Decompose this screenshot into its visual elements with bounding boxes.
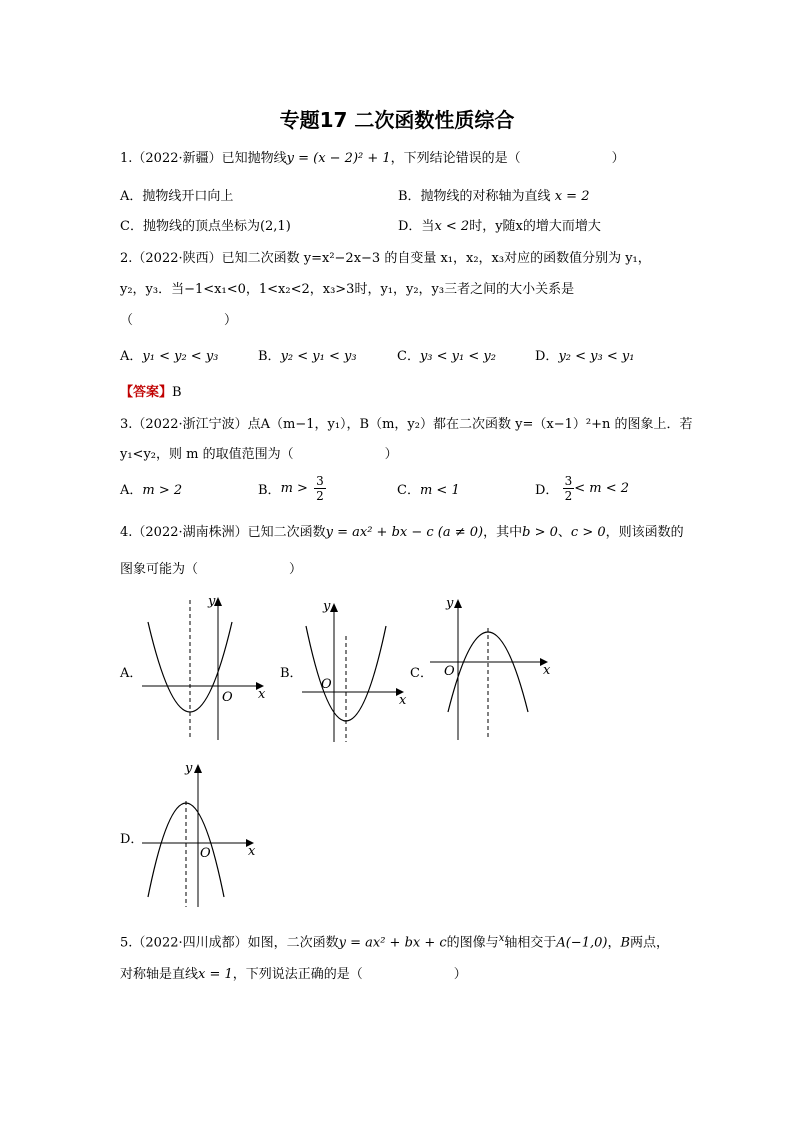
q2-option-a-math: y₁ < y₂ < y₃ bbox=[142, 349, 219, 364]
answer-value: B bbox=[172, 385, 182, 400]
y-axis-arrow-icon bbox=[194, 764, 202, 773]
q3-option-b-denominator: 2 bbox=[316, 489, 324, 503]
q3-option-d-numerator: 3 bbox=[564, 474, 573, 488]
q5-point-a: A(−1,0) bbox=[556, 935, 608, 951]
q3-option-d-label: D． bbox=[535, 483, 559, 498]
q2-stem-line2: y₂，y₃．当−1<x₁<0，1<x₂<2，x₃>3时，y₁，y₂，y₃三者之间的大小关系是 bbox=[120, 282, 575, 297]
q2-option-b-label: B． bbox=[258, 349, 281, 364]
origin-label: O bbox=[222, 690, 233, 705]
q5-stem-suffix: 两点， bbox=[630, 935, 670, 951]
q3-option-d-denominator: 2 bbox=[564, 489, 573, 503]
q1-formula: y = (x − 2)² + 1 bbox=[286, 151, 391, 166]
q1-option-c-text: C．抛物线的顶点坐标为 bbox=[120, 219, 260, 234]
q5-line2-prefix: 对称轴是直线 bbox=[120, 967, 199, 982]
y-axis-arrow-icon bbox=[330, 603, 338, 612]
q3-option-a[interactable] bbox=[120, 482, 182, 500]
q4-stem-suffix: ，则该函数的 bbox=[605, 525, 684, 540]
q1-option-a[interactable]: A．抛物线开口向上 bbox=[120, 189, 234, 204]
q4-graph-b[interactable] bbox=[298, 596, 413, 744]
q4-graph-b-label[interactable]: B． bbox=[280, 666, 303, 681]
q5-axis: x bbox=[498, 933, 505, 944]
q2-option-a[interactable] bbox=[120, 348, 218, 366]
q2-stem-line1: 2.（2022·陕西）已知二次函数 y=x²−2x−3 的自变量 x₁，x₂，x₃对应的函数值分别为 y₁， bbox=[120, 251, 651, 266]
q5-stem-prefix: 5.（2022·四川成都）如图，二次函数 bbox=[120, 935, 339, 951]
q4-stem-mid: ，其中 bbox=[483, 525, 523, 540]
q3-option-a-math: m > 2 bbox=[142, 483, 183, 498]
q1-option-c[interactable] bbox=[120, 218, 291, 236]
q4-graph-c-label[interactable]: C． bbox=[410, 666, 433, 681]
q5-line2-suffix: ，下列说法正确的是（ ） bbox=[232, 967, 467, 982]
origin-label: O bbox=[321, 677, 332, 692]
y-axis-label: y bbox=[208, 594, 216, 609]
q5-stem-mid: 的图像与 bbox=[446, 935, 499, 951]
x-axis-label: x bbox=[258, 687, 266, 702]
q5-point-b: B bbox=[620, 935, 631, 951]
answer-tag: 【答案】 bbox=[120, 385, 173, 400]
q4-stem-prefix: 4.（2022·湖南株洲）已知二次函数 bbox=[120, 525, 326, 540]
q3-option-c-label: C． bbox=[397, 483, 420, 498]
q5-stem-mid2: 轴相交于 bbox=[504, 935, 557, 951]
q4-graph-d[interactable] bbox=[138, 757, 263, 909]
q5-stem-line2 bbox=[120, 966, 467, 984]
q1-stem-suffix: ，下列结论错误的是（ ） bbox=[390, 151, 625, 166]
q3-option-b-numerator: 3 bbox=[316, 474, 324, 488]
x-axis-label: x bbox=[543, 663, 551, 678]
q4-stem-sep: 、 bbox=[557, 525, 571, 540]
q2-option-b-math: y₂ < y₁ < y₃ bbox=[280, 349, 357, 364]
q3-option-b-math: m > bbox=[280, 481, 308, 496]
q4-graph-a-label[interactable]: A． bbox=[120, 666, 143, 681]
q1-option-d-math: x < 2 bbox=[434, 219, 470, 234]
y-axis-arrow-icon bbox=[454, 599, 462, 608]
q2-option-c[interactable] bbox=[397, 348, 496, 366]
q3-option-b[interactable] bbox=[258, 474, 326, 503]
q4-cond-c: c > 0 bbox=[570, 525, 606, 540]
q3-option-d[interactable] bbox=[535, 474, 629, 503]
q1-option-d[interactable] bbox=[398, 218, 601, 236]
y-axis-label: y bbox=[185, 761, 193, 776]
q3-option-c-math: m < 1 bbox=[419, 483, 460, 498]
x-axis-label: x bbox=[399, 693, 407, 708]
q4-graph-d-label[interactable]: D． bbox=[120, 832, 144, 847]
q3-option-b-label: B． bbox=[258, 483, 281, 498]
q1-option-b-math: x = 2 bbox=[554, 189, 590, 204]
q2-option-d[interactable] bbox=[535, 348, 634, 366]
q3-option-d-fraction bbox=[563, 474, 575, 503]
q3-option-a-label: A． bbox=[120, 483, 143, 498]
q2-option-c-label: C． bbox=[397, 349, 420, 364]
q1-option-d-prefix: D．当 bbox=[398, 219, 435, 234]
q3-option-c[interactable] bbox=[397, 482, 460, 500]
q5-formula: y = ax² + bx + c bbox=[338, 935, 447, 951]
q2-stem-line3: （ ） bbox=[120, 313, 238, 328]
y-axis-label: y bbox=[323, 599, 331, 614]
q5-stem-sep: ， bbox=[607, 935, 621, 951]
q4-graph-c[interactable] bbox=[426, 592, 556, 742]
q2-answer bbox=[120, 384, 182, 402]
q4-stem-line2: 图象可能为（ ） bbox=[120, 562, 303, 577]
q1-option-c-math: (2,1) bbox=[259, 219, 291, 234]
q1-stem-prefix: 1.（2022·新疆）已知抛物线 bbox=[120, 151, 287, 166]
q2-option-d-label: D． bbox=[535, 349, 559, 364]
q3-stem-line1: 3.（2022·浙江宁波）点A（m−1，y₁），B（m，y₂）都在二次函数 y=（x−1）²+n 的图象上．若 bbox=[120, 417, 693, 432]
q2-option-c-math: y₃ < y₁ < y₂ bbox=[419, 349, 496, 364]
q2-option-b[interactable] bbox=[258, 348, 357, 366]
origin-label: O bbox=[444, 664, 455, 679]
x-axis-label: x bbox=[248, 844, 256, 859]
q4-stem bbox=[120, 524, 684, 542]
y-axis-label: y bbox=[446, 596, 454, 611]
q2-option-d-math: y₂ < y₃ < y₁ bbox=[558, 349, 635, 364]
q2-option-a-label: A． bbox=[120, 349, 143, 364]
q1-option-d-suffix: 时，y随x的增大而增大 bbox=[469, 219, 601, 234]
q3-option-b-fraction bbox=[314, 474, 326, 503]
q5-stem bbox=[120, 930, 669, 952]
q1-stem bbox=[120, 150, 625, 168]
q3-stem-line2: y₁<y₂，则 m 的取值范围为（ ） bbox=[120, 447, 398, 462]
q1-option-b-text: B．抛物线的对称轴为直线 bbox=[398, 189, 551, 204]
q4-graph-a[interactable] bbox=[138, 592, 273, 742]
origin-label: O bbox=[200, 846, 211, 861]
q3-option-d-math: < m < 2 bbox=[574, 481, 629, 496]
q4-cond-b: b > 0 bbox=[522, 525, 558, 540]
q5-line2-math: x = 1 bbox=[198, 967, 233, 982]
q4-formula: y = ax² + bx − c (a ≠ 0) bbox=[325, 525, 484, 540]
page-title: 专题17 二次函数性质综合 bbox=[279, 108, 515, 132]
q1-option-b[interactable] bbox=[398, 188, 589, 206]
